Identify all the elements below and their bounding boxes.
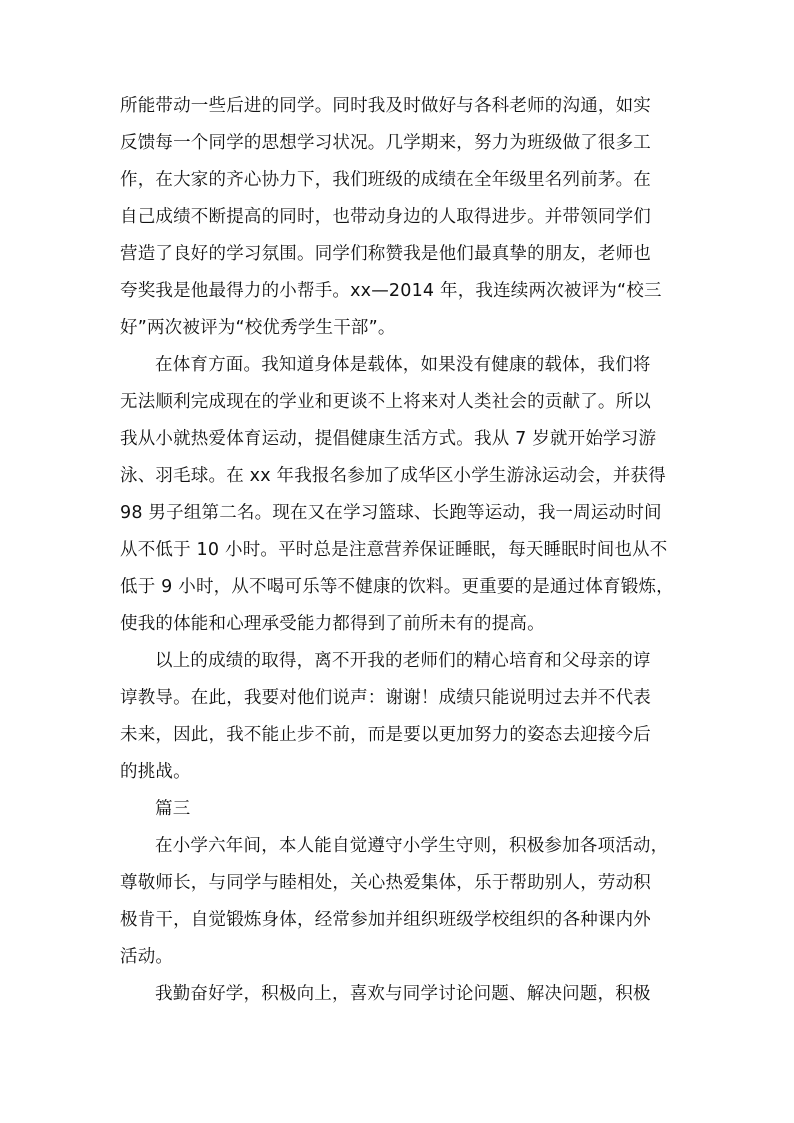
section-heading: 篇三 [155,799,191,819]
paragraph-start-line: 我勤奋好学，积极向上，喜欢与同学讨论问题、解决问题，积极 [155,984,651,1004]
text-line: 低于 9 小时，从不喝可乐等不健康的饮料。更重要的是通过体育锻炼， [120,577,674,597]
text-line: 的挑战。 [120,762,191,782]
text-line: 从不低于 10 小时。平时总是注意营养保证睡眠，每天睡眠时间也从不 [120,540,668,560]
paragraph-start-line: 在体育方面。我知道身体是载体，如果没有健康的载体，我们将 [155,355,651,375]
text-line: 反馈每一个同学的思想学习状况。几学期来，努力为班级做了很多工 [120,133,651,153]
paragraph-start-line: 在小学六年间，本人能自觉遵守小学生守则，积极参加各项活动， [155,836,669,856]
text-line: 自己成绩不断提高的同时，也带动身边的人取得进步。并带领同学们 [120,207,651,227]
text-line: 我从小就热爱体育运动，提倡健康生活方式。我从 7 岁就开始学习游 [120,429,657,449]
text-line: 谆教导。在此，我要对他们说声：谢谢！成绩只能说明过去并不代表 [120,688,651,708]
text-line: 活动。 [120,947,174,967]
text-line: 尊敬师长，与同学与睦相处，关心热爱集体，乐于帮助别人，劳动积 [120,873,651,893]
paragraph-start-line: 以上的成绩的取得，离不开我的老师们的精心培育和父母亲的谆 [155,651,651,671]
text-line: 所能带动一些后进的同学。同时我及时做好与各科老师的沟通，如实 [120,96,651,116]
text-line: 无法顺利完成现在的学业和更谈不上将来对人类社会的贡献了。所以 [120,392,651,412]
text-line: 未来，因此，我不能止步不前，而是要以更加努力的姿态去迎接今后 [120,725,651,745]
text-line: 营造了良好的学习氛围。同学们称赞我是他们最真挚的朋友，老师也 [120,244,651,264]
text-line: 作，在大家的齐心协力下，我们班级的成绩在全年级里名列前茅。在 [120,170,651,190]
text-line: 极肯干，自觉锻炼身体，经常参加并组织班级学校组织的各种课内外 [120,910,651,930]
text-line: 98 男子组第二名。现在又在学习篮球、长跑等运动，我一周运动时间 [120,503,662,523]
text-line: 夸奖我是他最得力的小帮手。xx—2014 年，我连续两次被评为“校三 [120,281,662,301]
text-line: 好”两次被评为“校优秀学生干部”。 [120,318,396,338]
document-body [120,88,680,1013]
text-line: 使我的体能和心理承受能力都得到了前所未有的提高。 [120,614,545,634]
text-line: 泳、羽毛球。在 xx 年我报名参加了成华区小学生游泳运动会，并获得 [120,466,666,486]
